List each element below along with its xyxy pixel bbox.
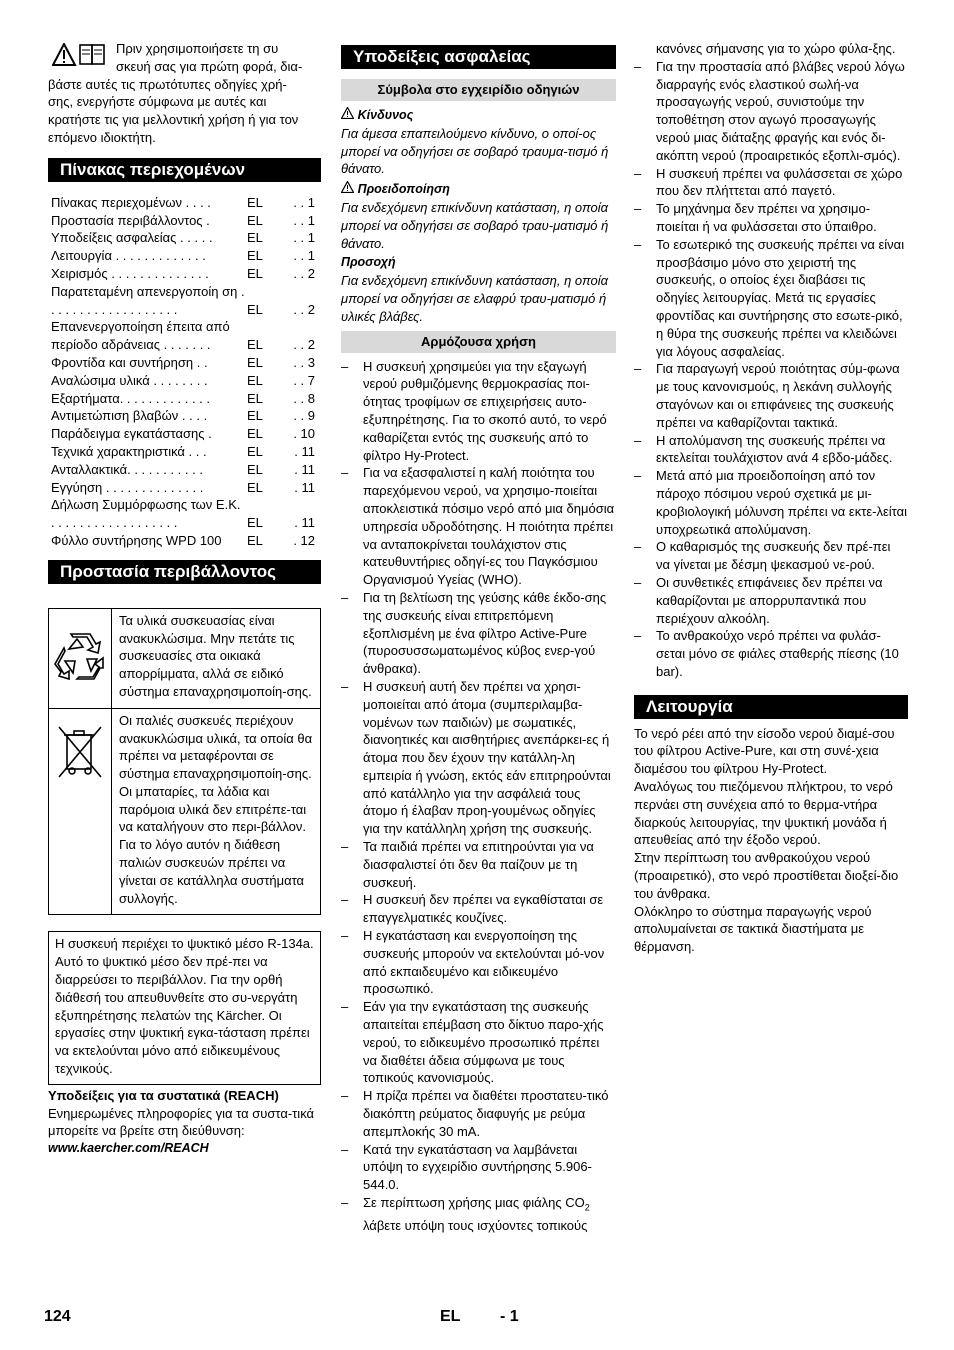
list-item-co2 xyxy=(341,1194,616,1235)
warning-triangle-icon xyxy=(52,43,108,67)
toc-item-title: Εξαρτήματα. . . . . . . . . . . . . xyxy=(51,390,211,406)
toc-item[interactable] xyxy=(48,425,321,443)
list-item: – Κατά την εγκατάσταση να λαμβάνεται υπόψη το εγχειρίδιο συντήρησης 5.906-544.0. xyxy=(341,1141,616,1194)
toc-item-lang: EL xyxy=(247,390,263,406)
list-item: – Η πρίζα πρέπει να διαθέτει προστατευ-τικό διακόπτη ρεύματος διαφυγής με ρεύμα απεμπλοκής 30 mA. xyxy=(341,1087,616,1140)
toc-item-page: . . 8 xyxy=(293,390,315,406)
list-item: – Οι συνθετικές επιφάνειες δεν πρέπει να καθαρίζονται με απορρυπαντικά που περιέχουν αλκοόλη. xyxy=(634,574,908,627)
toc-item-lang: EL xyxy=(247,212,263,228)
toc-item-page: . 11 xyxy=(294,443,315,459)
toc-item-page: . 12 xyxy=(293,532,315,548)
recycling-text: Τα υλικά συσκευασίας είναι ανακυκλώσιμα. Μην πετάτε τις συσκευασίες στα οικιακά απορρίμματα, αλλά σε ειδικό σύστημα επαναχρησιμοποίη-σης. xyxy=(112,608,321,708)
toc-item-lang: EL xyxy=(247,443,263,459)
toc-item[interactable] xyxy=(48,532,321,550)
toc-item-title: Ανταλλακτικά. . . . . . . . . . . xyxy=(51,461,203,477)
intro-line-1: Πριν χρησιμοποιήσετε τη συ xyxy=(116,41,279,56)
toc-item-lang: EL xyxy=(247,230,263,246)
toc-item-title: Τεχνικά χαρακτηριστικά . . . xyxy=(51,443,207,459)
crossed-out-bin-icon xyxy=(55,723,105,781)
toc-item-title: Παράδειγμα εγκατάστασης . xyxy=(51,426,212,442)
toc-item-page: . . 2 xyxy=(293,265,315,281)
toc-heading: Πίνακας περιεχομένων xyxy=(48,158,321,182)
intro-line-5: κρατήστε τις για μελλοντική χρήση ή για τον xyxy=(48,112,299,128)
list-item: – Η συσκευή χρησιμεύει για την εξαγωγή νερού ρυθμιζόμενης θερμοκρασίας ποι-ότητας τροφίμων σε επιχειρήσεις αυτο-εξυπηρέτησης. Για το σκοπό αυτό, το νερό καθαρίζεται εντός της συσκευής από το φίλτρο Hy-Protect. xyxy=(341,358,616,465)
toc-item-page: . . 9 xyxy=(293,408,315,424)
toc-item-title: Παρατεταμένη απενεργοποίη ση . . . . . . . . . . . . . . . . . . . xyxy=(51,283,245,317)
toc-item-page: . . 3 xyxy=(293,354,315,370)
operation-heading: Λειτουργία xyxy=(634,695,908,719)
toc-item-title: Χειρισμός . . . . . . . . . . . . . . xyxy=(51,265,209,281)
caution-text: Για ενδεχόμενη επικίνδυνη κατάσταση, η οποία μπορεί να οδηγήσει σε ελαφρύ τραυ-ματισμό ή υλικές βλάβες. xyxy=(341,273,609,324)
toc-item-lang: EL xyxy=(247,301,263,317)
toc-item-page: . . 2 xyxy=(293,337,315,353)
list-item: – Το εσωτερικό της συσκευής πρέπει να είναι προσβάσιμο μόνο στο χειριστή της συσκευής, ο οποίος έχει διαβάσει τις οδηγίες λειτουργίας. Μετά τις εργασίες φροντίδας και συντήρησης στο εσωτε-ρικό, η θύρα της συσκευής πρέπει να κλειδώνει για λόγους ασφαλείας. xyxy=(634,236,908,361)
list-item: – Η απολύμανση της συσκευής πρέπει να εκτελείται τουλάχιστον ανά 4 εβδο-μάδες. xyxy=(634,432,908,468)
toc-item-page: . . 1 xyxy=(293,230,315,246)
list-item: – Το ανθρακούχο νερό πρέπει να φυλάσ-σεται μόνο σε φιάλες σταθερής πίεσης (10 bar). xyxy=(634,627,908,680)
toc-item[interactable] xyxy=(48,265,321,283)
operation-paragraph-3: Στην περίπτωση του ανθρακούχου νερού (προαιρετικό), στο νερό προστίθεται διοξεί-διο του άνθρακα. xyxy=(634,850,899,901)
toc-item[interactable] xyxy=(48,318,321,354)
toc-item-page: . 11 xyxy=(294,515,315,531)
reach-url-link[interactable]: www.kaercher.com/REACH xyxy=(48,1141,209,1156)
warning-label: Προειδοποίηση xyxy=(357,182,450,197)
toc-item-lang: EL xyxy=(247,461,263,477)
toc-item-title: Φροντίδα και συντήρηση . . xyxy=(51,354,208,370)
toc-item-page: . 11 xyxy=(294,461,315,477)
toc-item[interactable] xyxy=(48,247,321,265)
warning-triangle-icon xyxy=(341,107,354,119)
manual-book-icon xyxy=(80,45,104,64)
danger-text: Για άμεσα επαπειλούμενο κίνδυνο, ο οποί-ος μπορεί να οδηγήσει σε σοβαρό τραυμα-τισμό ή θάνατο. xyxy=(341,125,609,177)
toc-item-lang: EL xyxy=(247,532,263,548)
toc-item-lang: EL xyxy=(247,479,263,495)
environment-row-weee xyxy=(49,708,321,915)
co2-prefix: Σε περίπτωση χρήσης μιας φιάλης CO xyxy=(363,1195,585,1211)
toc-item-lang: EL xyxy=(247,515,263,531)
co2-suffix: λάβετε υπόψη τους ισχύοντες τοπικούς xyxy=(363,1218,588,1234)
safety-heading: Υποδείξεις ασφαλείας xyxy=(341,45,616,69)
toc-item-page: . 10 xyxy=(293,426,315,442)
co2-subscript: 2 xyxy=(584,1202,590,1213)
toc-item-title: Αντιμετώπιση βλαβών . . . . xyxy=(51,408,208,424)
list-item: – Για τη βελτίωση της γεύσης κάθε έκδο-σης της συσκευής είναι επιτρεπόμενη εξοπλισμένη με ένα φίλτρο Active-Pure (πυροσυσσωματωμένος κύβος ενερ-γού άνθρακα). xyxy=(341,589,616,678)
environment-heading: Προστασία περιβάλλοντος xyxy=(48,560,321,584)
warning-text: Για ενδεχόμενη επικίνδυνη κατάσταση, η οποία μπορεί να οδηγήσει σε σοβαρό τραυ-ματισμό ή θάνατο. xyxy=(341,199,609,251)
toc-item-title: Λειτουργία . . . . . . . . . . . . . xyxy=(51,248,206,264)
list-item: – Η εγκατάσταση και ενεργοποίηση της συσκευής μπορούν να εκτελούνται μό-νον από εκπαιδευμένο και ειδικευμένο προσωπικό. xyxy=(341,927,616,998)
toc-item-lang: EL xyxy=(247,408,263,424)
warning-label-row xyxy=(341,180,616,199)
page-number: 124 xyxy=(44,1308,71,1325)
symbols-heading: Σύμβολα στο εγχειρίδιο οδηγιών xyxy=(341,79,616,101)
list-item: – Η συσκευή πρέπει να φυλάσσεται σε χώρο που δεν πλήττεται από παγετό. xyxy=(634,165,908,201)
toc-item-page: . . 1 xyxy=(293,194,315,210)
weee-text: Οι παλιές συσκευές περιέχουν ανακυκλώσιμα υλικά, τα οποία θα πρέπει να μεταφέρονται σε σύστημα επαναχρησιμοποίη-σης. Οι μπαταρίες, τα λάδια και παρόμοια υλικά δεν επιτρέπε-ται να καταλήγουν στο περι-βάλλον. Για το λόγο αυτόν η διάθεση παλιών συσκευών πρέπει να γίνεται σε κατάλληλα συστήματα συλλογής. xyxy=(112,708,321,915)
toc-item[interactable] xyxy=(48,212,321,230)
list-item: – Το μηχάνημα δεν πρέπει να χρησιμο-ποιείται ή να φυλάσσεται στο ύπαιθρο. xyxy=(634,200,908,236)
intro-line-2: σκευή σας για πρώτη φορά, δια- xyxy=(116,58,303,74)
refrigerant-note: Η συσκευή περιέχει το ψυκτικό μέσο R-134a. Αυτό το ψυκτικό μέσο δεν πρέ-πει να διαρρεύσει το περιβάλλον. Για την ορθή διάθεσή του απευθυνθείτε στο συ-νεργάτη εξυπηρέτησης πελατών της Kärcher. Οι εργασίες στην ψυκτική εγκα-τάσταση πρέπει να εκτελούνται μόνο από ειδικευμένους τεχνικούς. xyxy=(48,931,321,1084)
operation-paragraph-4: Ολόκληρο το σύστημα παραγωγής νερού απολυμαίνεται σε τακτικά διαστήματα με θέρμανση. xyxy=(634,903,872,955)
toc-item-title: Επανενεργοποίηση έπειτα από περίοδο αδράνειας . . . . . . . xyxy=(51,319,230,353)
toc-item-title: Εγγύηση . . . . . . . . . . . . . . xyxy=(51,479,204,495)
reach-text: Ενημερωμένες πληροφορίες για τα συστα-τικά μπορείτε να βρείτε στη διεύθυνση: xyxy=(48,1105,315,1139)
footer-language: EL xyxy=(440,1308,461,1325)
toc-item[interactable] xyxy=(48,229,321,247)
toc-item[interactable] xyxy=(48,194,321,212)
intended-use-list xyxy=(341,358,616,1194)
co2-continuation: κανόνες σήμανσης για το χώρο φύλα-ξης. xyxy=(656,41,896,56)
danger-label: Κίνδυνος xyxy=(357,108,414,122)
list-item: – Τα παιδιά πρέπει να επιτηρούνται για να διασφαλιστεί ότι δεν θα παίζουν με τη συσκευή. xyxy=(341,838,616,891)
intro-icons xyxy=(52,43,108,72)
column-right xyxy=(634,40,908,956)
list-item: – Ο καθαρισμός της συσκευής δεν πρέ-πει να γίνεται με δέσμη ψεκασμού νε-ρού. xyxy=(634,538,908,574)
toc-item-title: Αναλώσιμα υλικά . . . . . . . . xyxy=(51,372,208,388)
operation-paragraph-1: Το νερό ρέει από την είσοδο νερού διαμέ-σου του φίλτρου Active-Pure, και στη συνέ-χεια διαμέσου του φίλτρου Hy-Protect. xyxy=(634,725,895,777)
toc-item-page: . . 1 xyxy=(293,212,315,228)
toc-item[interactable] xyxy=(48,283,321,319)
toc-item[interactable] xyxy=(48,479,321,497)
caution-label: Προσοχή xyxy=(341,255,396,270)
toc-item-title: Υποδείξεις ασφαλείας . . . . . xyxy=(51,230,213,246)
list-item: – Μετά από μια προειδοποίηση από τον πάροχο πόσιμου νερού σχετικά με μι-κροβιολογική μόλυνση πρέπει να εκτε-λείται υποχρεωτικά απολύμανση. xyxy=(634,467,908,538)
list-item: – Για να εξασφαλιστεί η καλή ποιότητα του παρεχόμενου νερού, να χρησιμο-ποιείται αποκλειστικά πόσιμο νερό από μια δημόσια υπηρεσία υδροδότησης. Η ποιότητα πρέπει να ανταποκρίνεται τουλάχιστον στις κατευθυντήριες οδηγί-ες του Παγκόσμιου Οργανισμού Υγείας (WHO). xyxy=(341,464,616,589)
toc-item-lang: EL xyxy=(247,194,263,210)
toc-item-lang: EL xyxy=(247,354,263,370)
bin-icon-cell xyxy=(49,708,112,915)
toc-item-title: Πίνακας περιεχομένων . . . . xyxy=(51,194,211,210)
toc-item[interactable] xyxy=(48,372,321,390)
list-item: – Εάν για την εγκατάσταση της συσκευής απαιτείται επέμβαση στο δίκτυο παρο-χής νερού, το ειδικευμένο προσωπικό πρέπει να διαθέτει άδεια σύμφωνα με τους τοπικούς κανονισμούς. xyxy=(341,998,616,1087)
warning-triangle-icon xyxy=(341,181,354,193)
toc-item-page: . . 1 xyxy=(293,248,315,264)
intro-block xyxy=(48,40,321,147)
list-item: – Η συσκευή δεν πρέπει να εγκαθίσταται σε επαγγελματικές κουζίνες. xyxy=(341,891,616,927)
recycling-icon xyxy=(53,631,107,681)
toc-item-lang: EL xyxy=(247,265,263,281)
safety-list-continued xyxy=(634,58,908,681)
co2-list xyxy=(341,1194,616,1235)
toc-item-title: Φύλλο συντήρησης WPD 100 xyxy=(51,532,222,548)
toc-item-lang: EL xyxy=(247,248,263,264)
toc-item[interactable] xyxy=(48,496,321,532)
intended-use-heading: Αρμόζουσα χρήση xyxy=(341,331,616,353)
footer-section-page: - 1 xyxy=(500,1308,519,1325)
list-item: – Για παραγωγή νερού ποιότητας σύμ-φωνα με τους κανονισμούς, η λεκάνη συλλογής σταγόνων και οι επιφάνειες της συσκευής πρέπει να καθαρίζονται τακτικά. xyxy=(634,360,908,431)
list-item: – Για την προστασία από βλάβες νερού λόγω διαρραγής ενός ελαστικού σωλή-να προσαγωγής νερού, συνιστούμε την τοποθέτηση στον αγωγό προσαγωγής νερού μιας διάταξης φραγής και ενός δι-ακόπτη νερού (προαιρετικός εξοπλι-σμός). xyxy=(634,58,908,165)
toc-item-title: Δήλωση Συμμόρφωσης των Ε.Κ. . . . . . . . . . . . . . . . . . . xyxy=(51,497,241,531)
intro-line-6: επόμενο ιδιοκτήτη. xyxy=(48,129,156,145)
reach-label: Υποδείξεις για τα συστατικά (REACH) xyxy=(48,1087,279,1103)
column-middle xyxy=(341,40,616,1235)
toc-item-page: . 11 xyxy=(294,479,315,495)
toc-item-title: Προστασία περιβάλλοντος . xyxy=(51,212,210,228)
toc-item-lang: EL xyxy=(247,372,263,388)
operation-body xyxy=(634,725,908,956)
intro-line-3: βάστε αυτές τις πρωτότυπες οδηγίες χρή- xyxy=(48,76,287,92)
column-left xyxy=(48,40,321,1158)
operation-paragraph-2: Αναλόγως του πιεζόμενου πλήκτρου, το νερό περνάει στη συνέχεια από το θερμα-ντήρα διαρκούς λειτουργίας, την ψυκτική μονάδα ή απευθείας από την έξοδο νερού. xyxy=(634,779,893,848)
toc-item[interactable] xyxy=(48,407,321,425)
toc-item-lang: EL xyxy=(247,426,263,442)
danger-label-row xyxy=(341,106,616,125)
environment-row-recycling xyxy=(49,608,321,708)
table-of-contents xyxy=(48,194,321,550)
toc-item[interactable] xyxy=(48,390,321,408)
intro-line-4: σης, ενεργήστε σύμφωνα με αυτές και xyxy=(48,94,267,110)
toc-item[interactable] xyxy=(48,443,321,461)
toc-item-lang: EL xyxy=(247,337,263,353)
toc-item-page: . . 7 xyxy=(293,372,315,388)
environment-table xyxy=(48,608,321,916)
toc-item-page: . . 2 xyxy=(293,301,315,317)
recycling-icon-cell xyxy=(49,608,112,708)
toc-item[interactable] xyxy=(48,354,321,372)
list-item: – Η συσκευή αυτή δεν πρέπει να χρησι-μοποιείται από άτομα (συμπεριλαμβα-νομένων των παιδιών) με σωματικές, διανοητικές και αισθητήριες ανεπάρκει-ες ή άτομα που δεν έχουν την κατάλλη-λη εμπειρία ή γνώση, εκτός εάν επιτρηρούνται από κατάλληλο για την ασφάλειά τους άτομο ή έλαβαν προη-γουμένως οδηγίες για την κατάλληλη χρήση της συσκευής. xyxy=(341,678,616,838)
toc-item[interactable] xyxy=(48,461,321,479)
